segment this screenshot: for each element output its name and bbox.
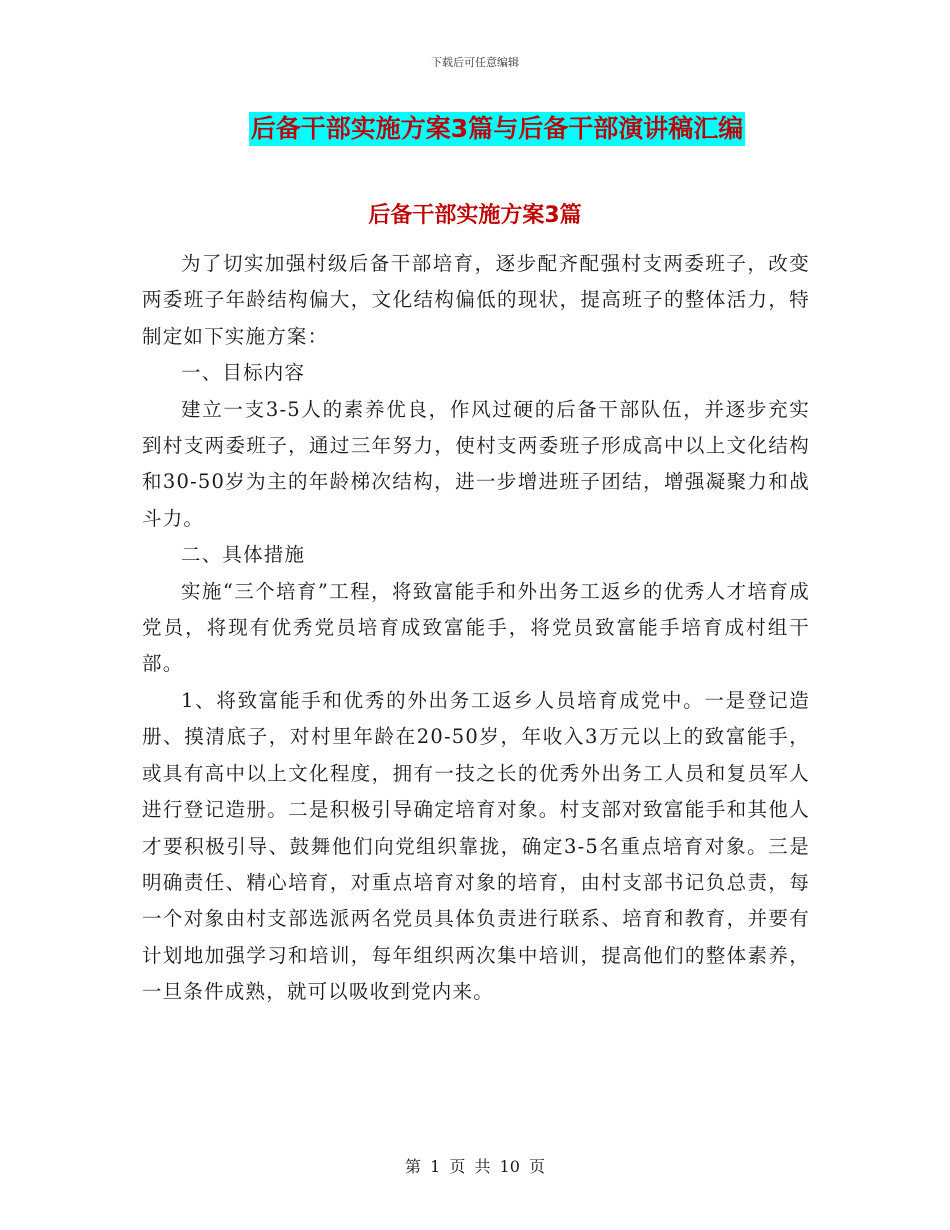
sub-title: 后备干部实施方案3篇: [368, 203, 582, 228]
document-body: [142, 246, 810, 1011]
paragraph-measures: 实施“三个培育”工程，将致富能手和外出务工返乡的优秀人才培育成党员，将现有优秀党员培育成致富能手，将党员致富能手培育成村组干部。: [142, 579, 810, 676]
main-title: 后备干部实施方案3篇与后备干部演讲稿汇编: [249, 112, 745, 146]
main-title-wrapper: [0, 112, 950, 146]
page-footer: 第 1 页 共 10 页: [405, 1157, 545, 1176]
paragraph-goals: 建立一支3-5人的素养优良，作风过硬的后备干部队伍，并逐步充实到村支两委班子，通过三年努力，使村支两委班子形成高中以上文化结构和30-50岁为主的年龄梯次结构，进一步增进班子团结，增强凝聚力和战斗力。: [142, 397, 810, 530]
section-heading-measures: 二、具体措施: [181, 543, 306, 567]
paragraph-measure-1: 1、将致富能手和优秀的外出务工返乡人员培育成党中。一是登记造册、摸清底子，对村里年龄在20-50岁，年收入3万元以上的致富能手，或具有高中以上文化程度，拥有一技之长的优秀外出务工人员和复员军人进行登记造册。二是积极引导确定培育对象。村支部对致富能手和其他人才要积极引导、鼓舞他们向党组织靠拢，确定3-5名重点培育对象。三是明确责任、精心培育，对重点培育对象的培育，由村支部书记负总责，每一个对象由村支部选派两名党员具体负责进行联系、培育和教育，并要有计划地加强学习和培训，每年组织两次集中培训，提高他们的整体素养，一旦条件成熟，就可以吸收到党内来。: [142, 688, 810, 1004]
paragraph-intro: 为了切实加强村级后备干部培育，逐步配齐配强村支两委班子，改变两委班子年龄结构偏大，文化结构偏低的现状，提高班子的整体活力，特制定如下实施方案：: [142, 252, 810, 348]
section-heading-goals: 一、目标内容: [181, 361, 306, 385]
header-note: 下载后可任意编辑: [431, 56, 519, 69]
